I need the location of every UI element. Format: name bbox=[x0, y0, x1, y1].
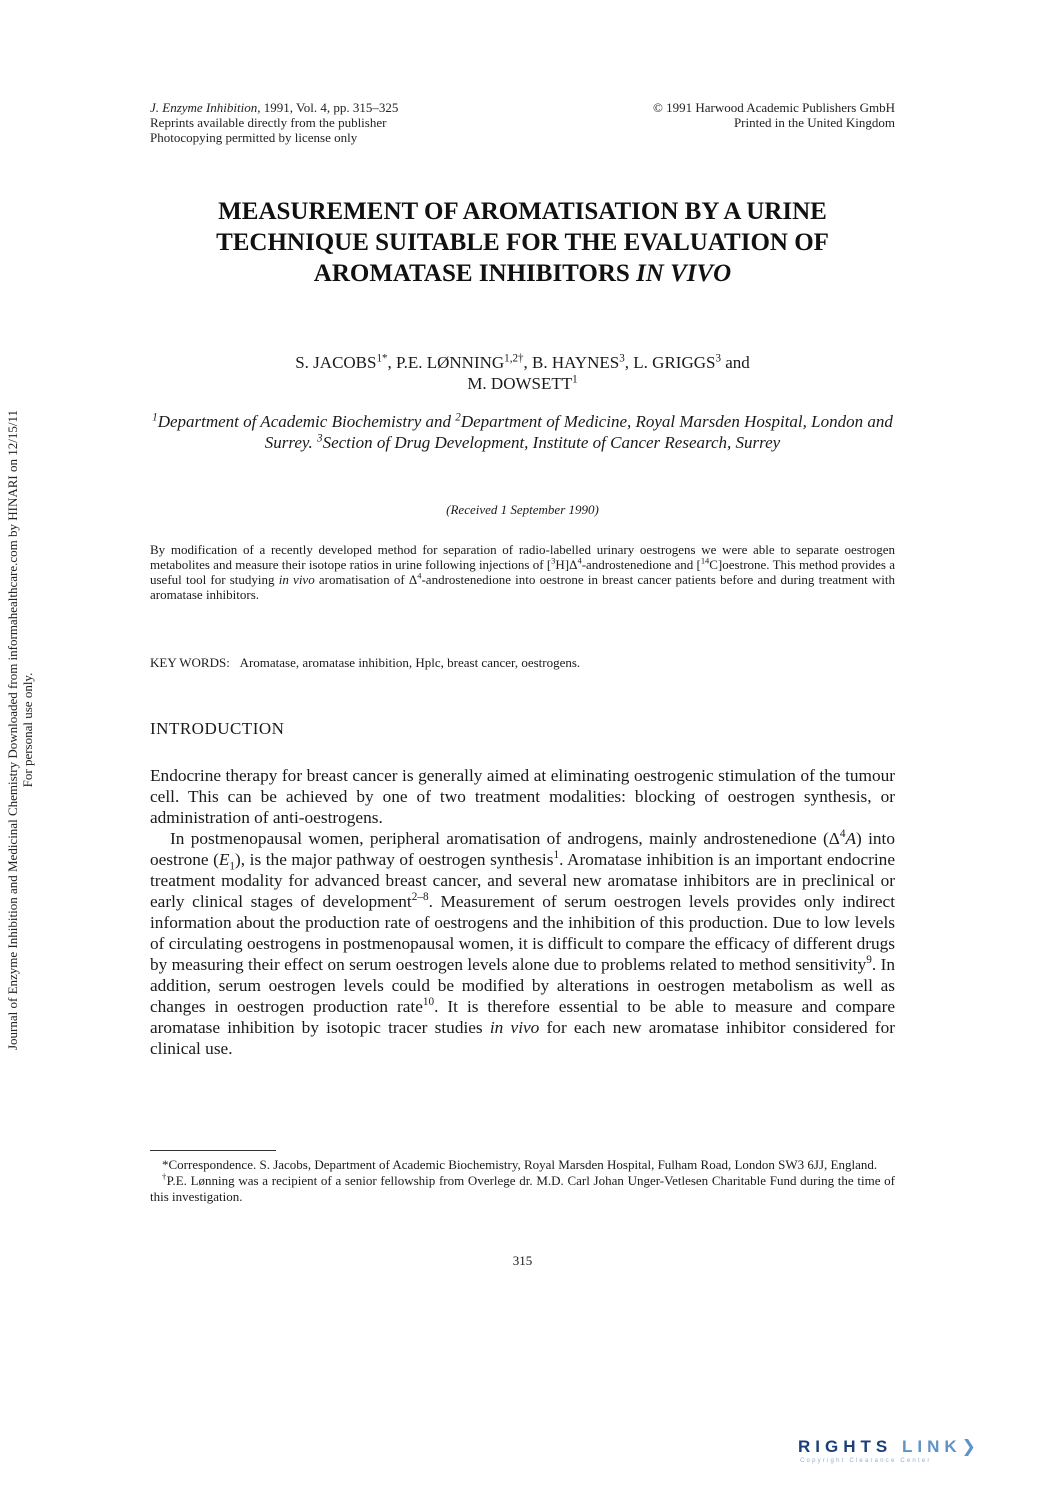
copyright-note: © 1991 Harwood Academic Publishers GmbH bbox=[652, 100, 895, 115]
running-header-left bbox=[150, 100, 570, 145]
paragraph-1: Endocrine therapy for breast cancer is generally aimed at eliminating oestrogenic stimulation of the tumour cell. This can be achieved by one of two treatment modalities: blocking of oestrogen synthesis, or administration of anti-oestrogens. bbox=[150, 766, 895, 827]
paragraph-2: In postmenopausal women, peripheral aromatisation of androgens, mainly androstenedione $(\Delta^4A)$ into oestrone $(E_1)$, is the major pathway of oestrogen synthesis$^1$. Aromatase inhibition is an important endocrine treatment modality for advanced breast cancer, and several new aromatase inhibitors are in preclinical or early clinical stages of development$^{2-8}$. Measurement of serum oestrogen levels provides only indirect information about the production rate of oestrogens and the inhibition of this production. Due to low levels of circulating oestrogens in postmenopausal women, it is difficult to compare the efficacy of different drugs by measuring their effect on serum oestrogen levels alone due to problems related to method sensitivity$^9$. In addition, serum oestrogen levels could be modified by alterations in oestrogen metabolism as well as changes in oestrogen production rate$^{10}$. It is therefore essential to be able to measure and compare aromatase inhibition by isotopic tracer studies in vivo for each new aromatase inhibitor considered for clinical use. bbox=[150, 828, 895, 1058]
running-header-right bbox=[560, 100, 895, 130]
footnote-correspondence: *Correspondence. S. Jacobs, Department of Academic Biochemistry, Royal Marsden Hospital, Fulham Road, London SW3 6JJ, England. bbox=[162, 1157, 878, 1172]
article-title: MEASUREMENT OF AROMATISATION BY A URINE TECHNIQUE SUITABLE FOR THE EVALUATION OF AROMATASE INHIBITORS IN VIVO bbox=[216, 198, 829, 287]
author-list bbox=[150, 352, 895, 394]
received-date: (Received 1 September 1990) bbox=[446, 502, 599, 517]
key-words-text: Aromatase, aromatase inhibition, Hplc, breast cancer, oestrogens. bbox=[239, 655, 581, 670]
download-watermark-sidebar bbox=[5, 290, 35, 1170]
author-line-2: M. DOWSETT$^1$ bbox=[467, 373, 578, 393]
journal-citation: J. Enzyme Inhibition, 1991, Vol. 4, pp. 315–325 bbox=[150, 100, 399, 115]
key-words bbox=[150, 655, 895, 670]
introduction-body bbox=[150, 765, 895, 1059]
rightslink-chevron-icon: ❯ bbox=[961, 1437, 981, 1456]
sidebar-line-1: Journal of Enzyme Inhibition and Medicinal Chemistry Downloaded from informahealthcare.com by HINARI on 12/15/11 bbox=[5, 410, 20, 1050]
rightslink-tagline: Copyright Clearance Center bbox=[800, 1458, 932, 1464]
author-line-1: S. $JACOBS^{1*}$, P.E. $LØNNING^{1,2\dagger}$, B. HAYNES$^3$, L. GRIGGS$^3$ and bbox=[295, 352, 750, 372]
footnote-rule bbox=[150, 1150, 276, 1151]
reprints-note: Reprints available directly from the publisher bbox=[150, 115, 387, 130]
rightslink-logo[interactable] bbox=[798, 1437, 1038, 1487]
printed-note: Printed in the United Kingdom bbox=[733, 115, 895, 130]
rightslink-wordmark: RIGHTS LINK❯ bbox=[798, 1437, 981, 1456]
page-number: 315 bbox=[512, 1253, 533, 1268]
affiliations: $^1$Department of Academic Biochemistry and $^2$Department of Medicine, Royal Marsden Hospital, London and Surrey. $^3$Section of Drug Development, Institute of Cancer Research, Surrey bbox=[152, 411, 893, 452]
key-words-label: KEY WORDS: bbox=[150, 655, 230, 670]
section-heading-introduction: INTRODUCTION bbox=[150, 719, 285, 738]
footnote-fellowship: †P.E. Lønning was a recipient of a senior fellowship from Overlege dr. M.D. Carl Johan Unger-Vetlesen Charitable Fund during the time of this investigation. bbox=[150, 1171, 896, 1204]
photocopy-note: Photocopying permitted by license only bbox=[150, 130, 358, 145]
footnotes bbox=[150, 1157, 895, 1205]
sidebar-line-2: For personal use only. bbox=[20, 672, 35, 788]
abstract: By modification of a recently developed method for separation of radio-labelled urinary oestrogens we were able to separate oestrogen metabolites and measure their isotope ratios in urine following injections of $[^3H]\Delta^4$-androstenedione and [$^{14}$C]oestrone. This method provides a useful tool for studying in vivo aromatisation of $\Delta^4$-androstenedione into oestrone in breast cancer patients before and during treatment with aromatase inhibitors. bbox=[150, 542, 896, 602]
